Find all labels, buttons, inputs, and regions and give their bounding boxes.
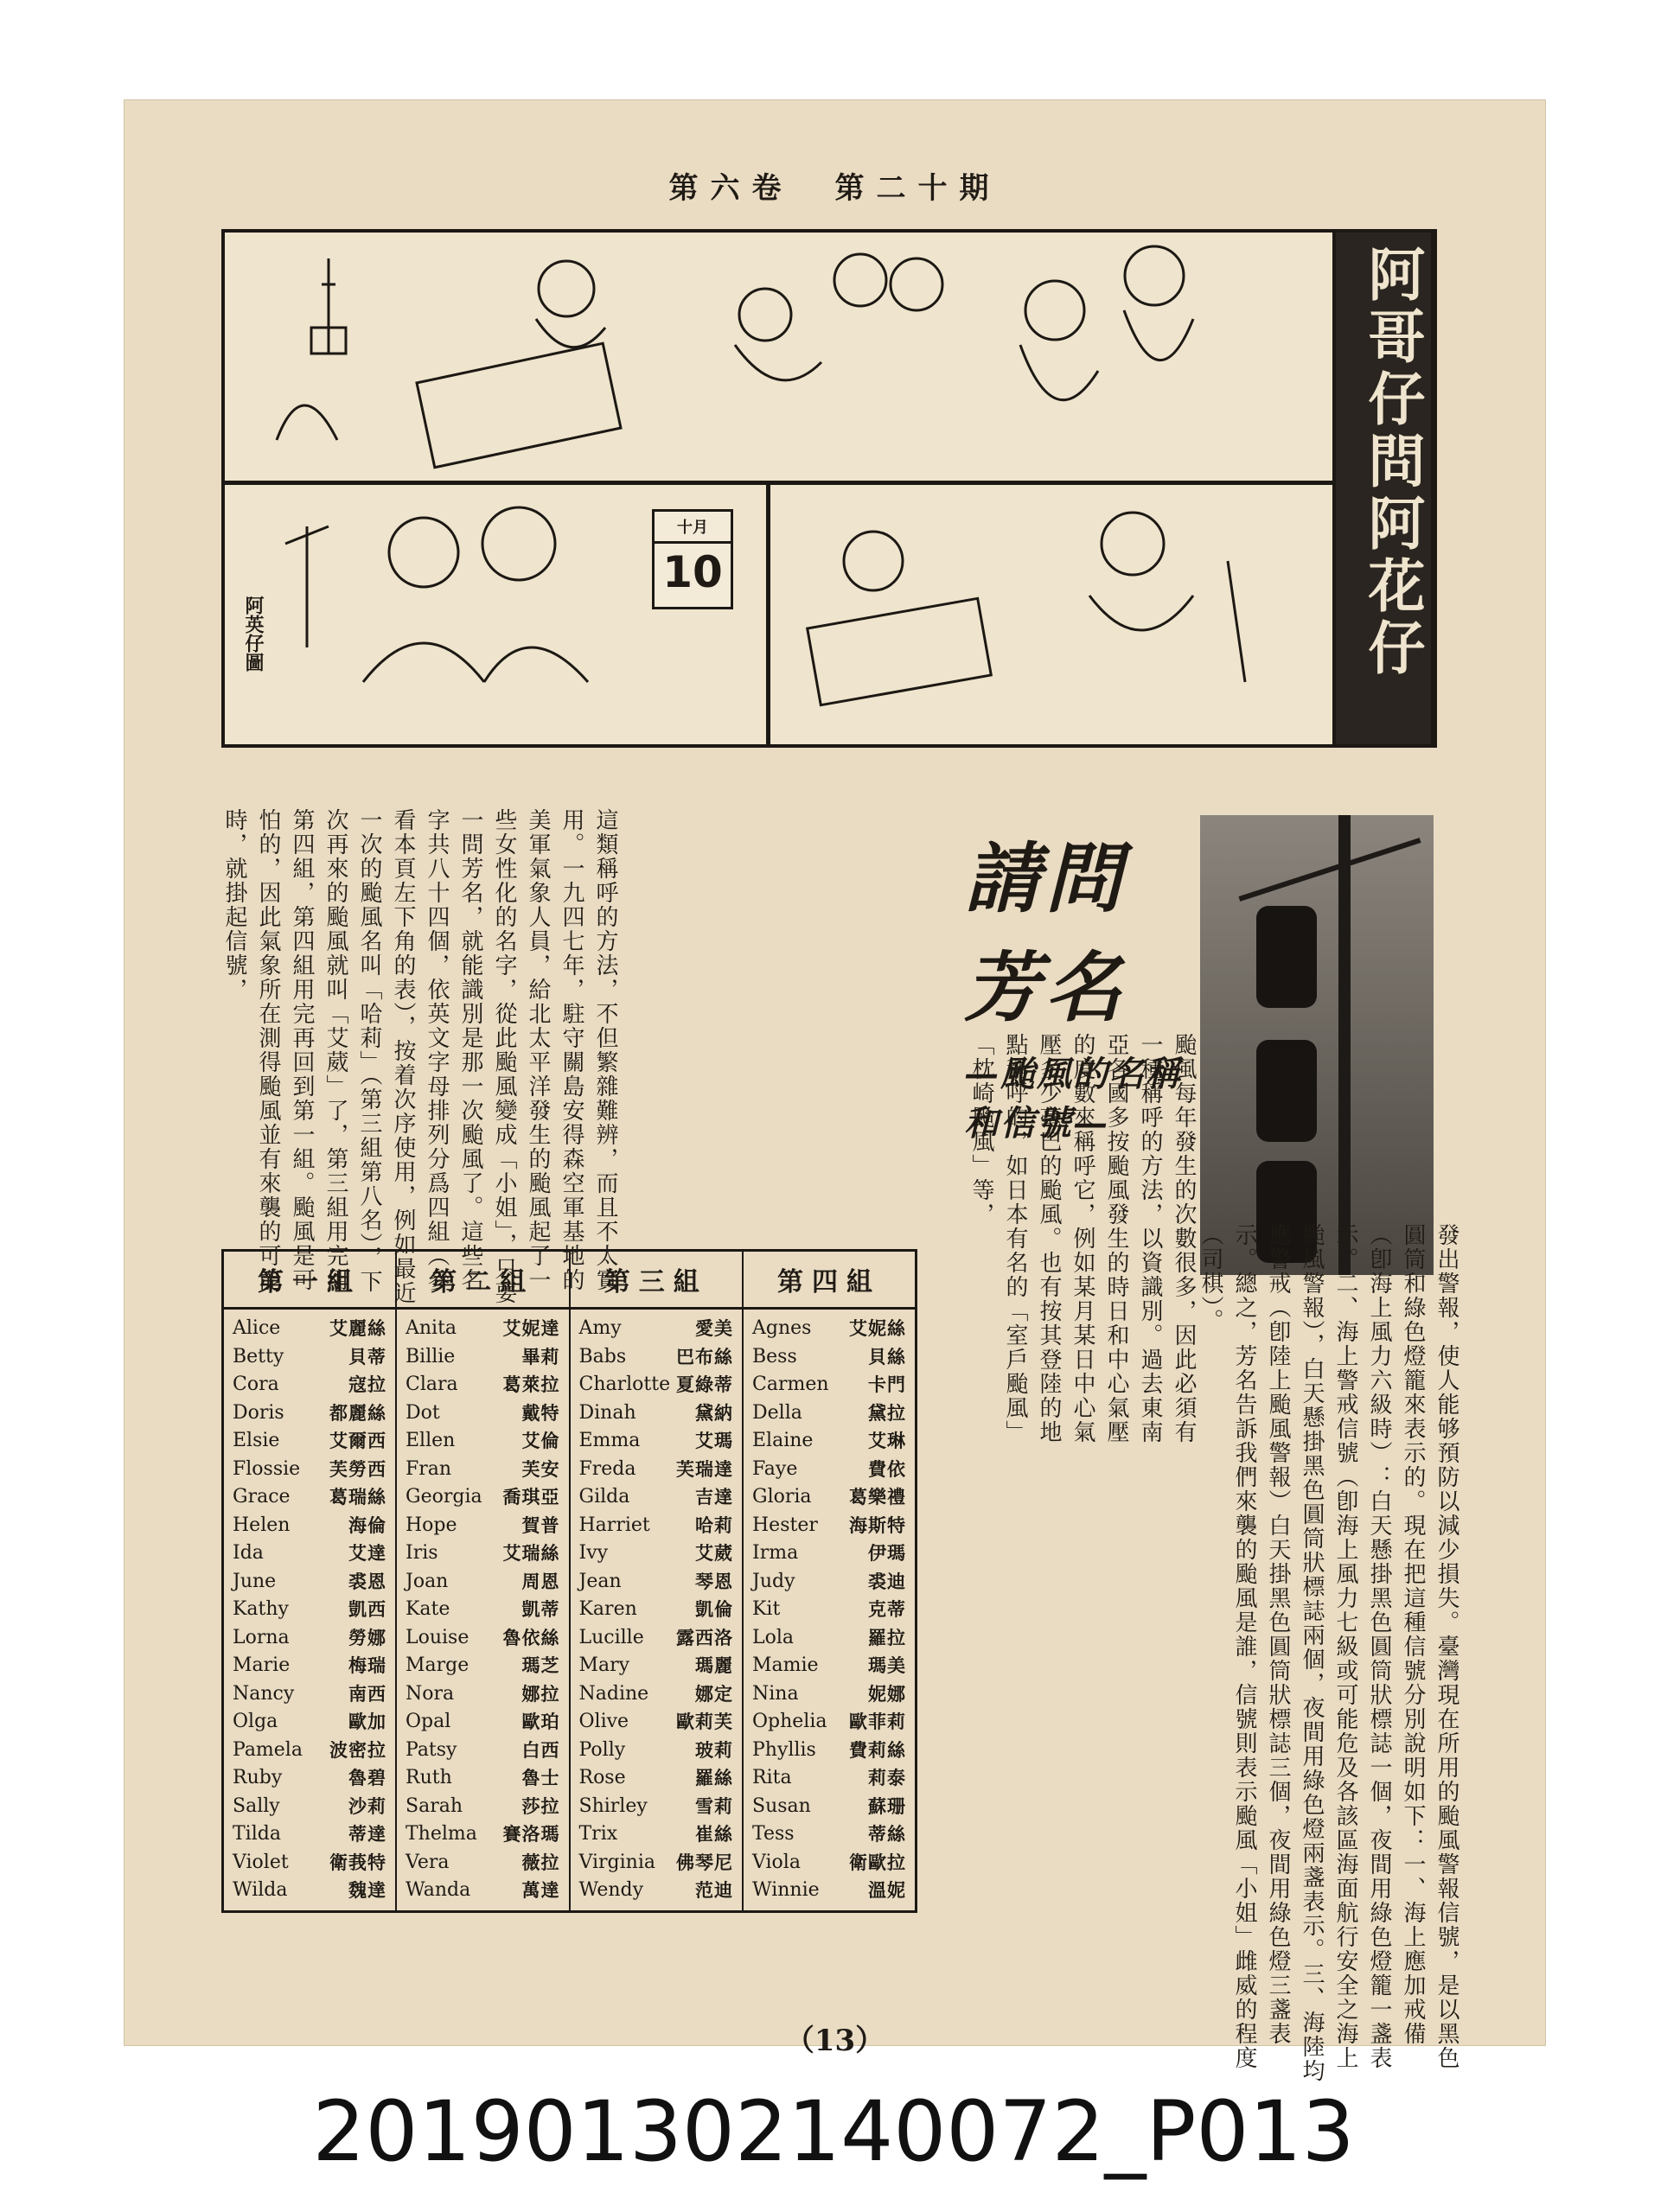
chinese-name: 貝絲 — [868, 1345, 906, 1367]
chinese-name: 黛納 — [695, 1401, 733, 1424]
chinese-name: 艾妮絲 — [849, 1317, 906, 1339]
english-name: Mamie — [752, 1654, 819, 1676]
english-name: Fran — [406, 1457, 452, 1480]
english-name: Ellen — [406, 1430, 456, 1451]
chinese-name: 哈莉 — [695, 1514, 733, 1536]
chinese-name: 雪莉 — [695, 1794, 733, 1817]
calendar-month: 十月 — [655, 512, 731, 544]
name-entry — [752, 1315, 906, 1343]
english-name: Ophelia — [752, 1711, 827, 1732]
chinese-name: 莎拉 — [521, 1794, 560, 1817]
english-name: Virginia — [578, 1851, 655, 1873]
name-entry — [406, 1456, 560, 1484]
chinese-name: 葛樂禮 — [849, 1486, 906, 1508]
english-name: Ida — [233, 1542, 264, 1564]
name-entry — [752, 1624, 906, 1653]
signal-pole-photo — [1200, 815, 1434, 1275]
english-name: Dot — [406, 1401, 440, 1424]
english-name: Opal — [406, 1711, 451, 1732]
chinese-name: 裘迪 — [868, 1570, 906, 1592]
name-entry — [406, 1427, 560, 1456]
chinese-name: 艾爾西 — [329, 1430, 386, 1451]
english-name: Charlotte — [578, 1374, 671, 1395]
comic-strip — [221, 229, 1437, 748]
chinese-name: 葛瑞絲 — [329, 1486, 386, 1508]
article-subtitle: —颱風的名稱和信號— — [964, 1054, 1182, 1144]
name-entry — [233, 1849, 386, 1877]
english-name: Grace — [233, 1486, 291, 1508]
chinese-name: 夏綠蒂 — [676, 1374, 733, 1395]
name-entry — [579, 1315, 734, 1343]
name-entry — [406, 1399, 560, 1428]
name-entry — [752, 1596, 906, 1624]
chinese-name: 崔絲 — [695, 1823, 733, 1845]
chinese-name: 瑪美 — [868, 1654, 906, 1676]
english-name: Elaine — [752, 1430, 814, 1451]
english-name: Louise — [406, 1626, 469, 1648]
chinese-name: 凱蒂 — [521, 1598, 560, 1620]
name-entry — [579, 1371, 734, 1399]
name-entry — [579, 1820, 734, 1849]
english-name: Faye — [752, 1457, 798, 1480]
name-entry — [233, 1343, 386, 1372]
article-column-left: 這類稱呼的方法，不但繁雜難辨，而且不太實用。一九四七年，駐守關島安得森空軍基地的美軍氣象人員，給北太平洋發生的颱風起了一些女性化的名字，從此颱風變成「小姐」，只要一問芳名，就能識別是那一次颱風了。這些名字共八十四個，依英文字母排列分爲四組（參看本頁左下角的表），按着次序使用，例如最近一次的颱風名叫「哈莉」（第三組第八名），下次再來的颱風就叫「艾葳」了，第三組用完用第四組，第四組用完再回到第一組。颱風是可怕的，因此氣象所在測得颱風並有來襲的可能時，就掛起信號， — [221, 808, 618, 1305]
chinese-name: 畢莉 — [521, 1345, 560, 1367]
name-entry — [406, 1793, 560, 1821]
names-group-1 — [223, 1309, 397, 1912]
chinese-name: 娜定 — [695, 1682, 733, 1705]
english-name: Georgia — [406, 1486, 482, 1508]
name-entry — [233, 1652, 386, 1680]
name-entry — [579, 1512, 734, 1540]
english-name: Viola — [752, 1851, 801, 1873]
english-name: Rose — [578, 1767, 626, 1788]
name-entry — [233, 1371, 386, 1399]
english-name: Billie — [406, 1345, 456, 1367]
chinese-name: 波密拉 — [329, 1738, 386, 1761]
chinese-name: 芙勞西 — [329, 1457, 386, 1480]
chinese-name: 琴恩 — [695, 1570, 733, 1592]
article-column-right: 發出警報，使人能够預防以減少損失。臺灣現在所用的颱風警報信號，是以黑色圓筒和綠色燈籠來表示的。現在把這種信號分別說明如下：一、海上應加戒備（卽海上風力六級時）：白天懸掛黑色圓筒狀標誌一個，夜間用綠色燈籠一盞表示。二、海上警戒信號（卽海上風力七級或可能危及各該區海面航行安全之海上颱風警報），白天懸掛黑色圓筒狀標誌兩個，夜間用綠色燈兩盞表示。三、海陸均應警戒（卽陸上颱風警報）白天掛黑色圓筒狀標誌三個，夜間用綠色燈三盞表示。總之，芳名告訴我們來襲的颱風是誰，信號則表示颱風「小姐」雌威的程度（司棋）。 — [1198, 1223, 1459, 2083]
church-sketch — [311, 258, 346, 354]
english-name: Patsy — [406, 1738, 457, 1761]
english-name: Harriet — [578, 1514, 650, 1536]
chinese-name: 瑪麗 — [695, 1654, 733, 1676]
names-group-4 — [743, 1309, 917, 1912]
figure-head — [739, 289, 791, 341]
chinese-name: 魏達 — [348, 1879, 386, 1901]
name-entry — [233, 1764, 386, 1793]
chinese-name: 艾妮達 — [502, 1317, 560, 1339]
name-entry — [579, 1877, 734, 1905]
name-entry — [579, 1652, 734, 1680]
english-name: Ruby — [233, 1767, 283, 1788]
name-entry — [752, 1764, 906, 1793]
name-entry — [233, 1456, 386, 1484]
chinese-name: 黛拉 — [868, 1401, 906, 1424]
name-entry — [752, 1652, 906, 1680]
name-entry — [406, 1315, 560, 1343]
name-entry — [752, 1849, 906, 1877]
table-header: 第三組 — [570, 1251, 744, 1309]
english-name: Clara — [406, 1374, 458, 1395]
english-name: Mary — [578, 1654, 630, 1676]
name-entry — [233, 1624, 386, 1653]
name-entry — [579, 1764, 734, 1793]
chinese-name: 艾麗絲 — [329, 1317, 386, 1339]
abacus-board — [808, 598, 992, 704]
chinese-name: 歐珀 — [521, 1711, 560, 1732]
english-name: Tess — [752, 1823, 795, 1845]
english-name: Nadine — [578, 1682, 649, 1705]
english-name: June — [233, 1570, 277, 1592]
name-entry — [406, 1680, 560, 1709]
calendar-day: 10 — [662, 547, 723, 597]
chinese-name: 艾瑪 — [695, 1430, 733, 1451]
name-entry — [406, 1708, 560, 1737]
chinese-name: 賽洛瑪 — [502, 1823, 560, 1845]
issue-header: 第六卷 第二十期 — [668, 171, 1001, 206]
chinese-name: 蒂絲 — [868, 1823, 906, 1845]
english-name: Cora — [233, 1374, 279, 1395]
name-entry — [406, 1539, 560, 1568]
chinese-name: 喬琪亞 — [502, 1486, 560, 1508]
english-name: Helen — [233, 1514, 291, 1536]
article-title: 請問芳名 — [964, 833, 1127, 1032]
english-name: Violet — [233, 1851, 289, 1873]
english-name: Wendy — [578, 1879, 644, 1901]
english-name: Trix — [578, 1823, 618, 1845]
chinese-name: 南西 — [348, 1682, 386, 1705]
chinese-name: 艾葳 — [695, 1542, 733, 1564]
name-entry — [579, 1483, 734, 1512]
english-name: Betty — [233, 1345, 284, 1367]
artist-signature: 阿英仔圖 — [242, 596, 265, 672]
english-name: Iris — [406, 1542, 438, 1564]
name-entry — [406, 1624, 560, 1653]
english-name: Agnes — [752, 1317, 812, 1339]
name-entry — [233, 1539, 386, 1568]
chinese-name: 賀普 — [521, 1514, 560, 1536]
english-name: Lorna — [233, 1626, 290, 1648]
calendar-icon — [652, 509, 733, 609]
figure-head — [844, 532, 903, 590]
name-entry — [233, 1708, 386, 1737]
panel-divider — [225, 481, 1434, 485]
english-name: Susan — [752, 1794, 811, 1817]
chinese-name: 寇拉 — [348, 1374, 386, 1395]
table-header: 第四組 — [743, 1251, 917, 1309]
figure-head — [1025, 281, 1084, 340]
name-entry — [406, 1343, 560, 1372]
english-name: Carmen — [752, 1374, 829, 1395]
chinese-name: 佛琴尼 — [676, 1851, 733, 1873]
chinese-name: 周恩 — [521, 1570, 560, 1592]
name-entry — [406, 1568, 560, 1597]
name-entry — [233, 1820, 386, 1849]
comic-drawing — [225, 233, 1336, 744]
name-entry — [752, 1512, 906, 1540]
english-name: Kit — [752, 1598, 781, 1620]
chinese-name: 芙瑞達 — [676, 1457, 733, 1480]
english-name: Kathy — [233, 1598, 289, 1620]
name-entry — [752, 1793, 906, 1821]
english-name: Anita — [406, 1317, 457, 1339]
black-cylinder-icon — [1256, 1040, 1317, 1142]
english-name: Della — [752, 1401, 802, 1424]
name-entry — [579, 1568, 734, 1597]
english-name: Winnie — [752, 1879, 820, 1901]
panel-divider-vertical — [766, 485, 770, 744]
name-entry — [752, 1483, 906, 1512]
english-name: Polly — [578, 1738, 626, 1761]
article-title-block — [964, 819, 1206, 1144]
chinese-name: 羅拉 — [868, 1626, 906, 1648]
english-name: Joan — [406, 1570, 449, 1592]
chinese-name: 伊瑪 — [868, 1542, 906, 1564]
english-name: Flossie — [233, 1457, 301, 1480]
name-entry — [752, 1877, 906, 1905]
english-name: Babs — [578, 1345, 627, 1367]
figure-head — [389, 518, 458, 587]
archive-id: 201901302140072_P013 — [312, 2083, 1355, 2180]
name-entry — [406, 1371, 560, 1399]
name-entry — [579, 1399, 734, 1428]
name-entry — [233, 1427, 386, 1456]
english-name: Phyllis — [752, 1738, 816, 1761]
name-entry — [752, 1371, 906, 1399]
table-header: 第二組 — [396, 1251, 570, 1309]
chinese-name: 沙莉 — [348, 1794, 386, 1817]
chinese-name: 艾倫 — [521, 1430, 560, 1451]
name-entry — [579, 1708, 734, 1737]
name-entry — [752, 1568, 906, 1597]
english-name: Freda — [578, 1457, 636, 1480]
chinese-name: 愛美 — [695, 1317, 733, 1339]
name-entry — [752, 1343, 906, 1372]
name-entry — [752, 1820, 906, 1849]
chinese-name: 勞娜 — [348, 1626, 386, 1648]
chinese-name: 梅瑞 — [348, 1654, 386, 1676]
comic-title: 阿哥仔問阿花仔 — [1358, 245, 1426, 680]
name-entry — [406, 1737, 560, 1765]
english-name: Lola — [752, 1626, 795, 1648]
names-group-3 — [570, 1309, 744, 1912]
chinese-name: 都麗絲 — [329, 1401, 386, 1424]
english-name: Pamela — [233, 1738, 303, 1761]
name-entry — [579, 1427, 734, 1456]
chinese-name: 戴特 — [521, 1401, 560, 1424]
chinese-name: 艾瑞絲 — [502, 1542, 560, 1564]
english-name: Rita — [752, 1767, 792, 1788]
figure-head — [539, 261, 594, 316]
figure-head — [891, 258, 942, 310]
chinese-name: 歐菲莉 — [849, 1711, 906, 1732]
chinese-name: 海倫 — [348, 1514, 386, 1536]
english-name: Nina — [752, 1682, 799, 1705]
english-name: Judy — [752, 1570, 795, 1592]
english-name: Kate — [406, 1598, 450, 1620]
english-name: Olive — [578, 1711, 629, 1732]
name-entry — [579, 1596, 734, 1624]
english-name: Elsie — [233, 1430, 280, 1451]
english-name: Gloria — [752, 1486, 812, 1508]
english-name: Hester — [752, 1514, 818, 1536]
chinese-name: 白西 — [521, 1738, 560, 1761]
black-cylinder-icon — [1256, 906, 1317, 1008]
name-entry — [579, 1624, 734, 1653]
english-name: Bess — [752, 1345, 797, 1367]
chinese-name: 凱倫 — [695, 1598, 733, 1620]
chinese-name: 蘇珊 — [868, 1794, 906, 1817]
english-name: Jean — [578, 1570, 622, 1592]
english-name: Doris — [233, 1401, 284, 1424]
english-name: Ruth — [406, 1767, 452, 1788]
name-entry — [752, 1737, 906, 1765]
chinese-name: 費依 — [868, 1457, 906, 1480]
comic-title-box — [1332, 229, 1434, 748]
english-name: Marge — [406, 1654, 469, 1676]
chinese-name: 妮娜 — [868, 1682, 906, 1705]
name-entry — [406, 1877, 560, 1905]
chinese-name: 凱西 — [348, 1598, 386, 1620]
english-name: Nora — [406, 1682, 455, 1705]
english-name: Karen — [578, 1598, 637, 1620]
english-name: Ivy — [578, 1542, 609, 1564]
chinese-name: 魯碧 — [348, 1767, 386, 1788]
name-entry — [406, 1596, 560, 1624]
chinese-name: 薇拉 — [521, 1851, 560, 1873]
english-name: Hope — [406, 1514, 457, 1536]
chinese-name: 娜拉 — [521, 1682, 560, 1705]
figure-head — [482, 507, 555, 580]
english-name: Sally — [233, 1794, 280, 1817]
page-number: （13） — [784, 2024, 885, 2058]
chinese-name: 衛歐拉 — [849, 1851, 906, 1873]
english-name: Alice — [233, 1317, 281, 1339]
name-entry — [579, 1849, 734, 1877]
figure-head — [834, 254, 886, 306]
chinese-name: 魯士 — [521, 1767, 560, 1788]
chinese-name: 吉達 — [695, 1486, 733, 1508]
chinese-name: 卡門 — [868, 1374, 906, 1395]
chinese-name: 巴布絲 — [676, 1345, 733, 1367]
figure-head — [1102, 513, 1164, 575]
name-entry — [406, 1512, 560, 1540]
chinese-name: 衛莪特 — [329, 1851, 386, 1873]
abacus-board — [417, 343, 621, 468]
name-entry — [752, 1427, 906, 1456]
chinese-name: 歐加 — [348, 1711, 386, 1732]
name-entry — [233, 1877, 386, 1905]
english-name: Shirley — [578, 1794, 648, 1817]
chinese-name: 蒂達 — [348, 1823, 386, 1845]
name-entry — [752, 1539, 906, 1568]
chinese-name: 貝蒂 — [348, 1345, 386, 1367]
name-entry — [233, 1793, 386, 1821]
name-entry — [233, 1315, 386, 1343]
names-group-2 — [396, 1309, 570, 1912]
scanned-page — [124, 99, 1546, 2083]
chinese-name: 艾達 — [348, 1542, 386, 1564]
typhoon-names-table — [221, 1249, 917, 1913]
chinese-name: 萬達 — [521, 1879, 560, 1901]
chinese-name: 裘恩 — [348, 1570, 386, 1592]
name-entry — [579, 1793, 734, 1821]
chinese-name: 魯依絲 — [502, 1626, 560, 1648]
name-entry — [406, 1820, 560, 1849]
english-name: Sarah — [406, 1794, 463, 1817]
chinese-name: 范迪 — [695, 1879, 733, 1901]
chinese-name: 莉泰 — [868, 1767, 906, 1788]
table-header: 第一組 — [223, 1251, 397, 1309]
chinese-name: 艾琳 — [868, 1430, 906, 1451]
english-name: Lucille — [578, 1626, 644, 1648]
name-entry — [406, 1652, 560, 1680]
english-name: Marie — [233, 1654, 291, 1676]
english-name: Wilda — [233, 1879, 288, 1901]
chinese-name: 費莉絲 — [849, 1738, 906, 1761]
chinese-name: 海斯特 — [849, 1514, 906, 1536]
english-name: Thelma — [406, 1823, 477, 1845]
name-entry — [752, 1680, 906, 1709]
article-column-middle: 颱風每年發生的次數很多，因此必須有一種稱呼的方法，以資識別。過去東南亞各國多按颱風發生的時日和中心氣壓的度數來稱呼它，例如某月某日中心氣壓多少毫巴的颱風。也有按其登陸的地點稱呼的，如日本有名的「室戶颱風」「枕崎颱風」等， — [968, 1033, 1197, 1444]
chinese-name: 溫妮 — [868, 1879, 906, 1901]
name-entry — [406, 1849, 560, 1877]
english-name: Dinah — [578, 1401, 636, 1424]
chinese-name: 羅絲 — [695, 1767, 733, 1788]
name-entry — [579, 1343, 734, 1372]
figure-head — [1125, 246, 1184, 305]
english-name: Olga — [233, 1711, 278, 1732]
name-entry — [752, 1708, 906, 1737]
chinese-name: 克蒂 — [868, 1598, 906, 1620]
english-name: Amy — [578, 1317, 622, 1339]
english-name: Nancy — [233, 1682, 295, 1705]
english-name: Tilda — [233, 1823, 281, 1845]
chinese-name: 葛萊拉 — [502, 1374, 560, 1395]
name-entry — [579, 1456, 734, 1484]
chinese-name: 露西洛 — [676, 1626, 733, 1648]
name-entry — [233, 1568, 386, 1597]
chinese-name: 歐莉芙 — [676, 1711, 733, 1732]
name-entry — [752, 1399, 906, 1428]
name-entry — [406, 1764, 560, 1793]
name-entry — [406, 1483, 560, 1512]
english-name: Gilda — [578, 1486, 630, 1508]
name-entry — [233, 1737, 386, 1765]
english-name: Irma — [752, 1542, 799, 1564]
name-entry — [752, 1456, 906, 1484]
name-entry — [579, 1539, 734, 1568]
chinese-name: 瑪芝 — [521, 1654, 560, 1676]
name-entry — [233, 1399, 386, 1428]
english-name: Emma — [578, 1430, 641, 1451]
chinese-name: 玻莉 — [695, 1738, 733, 1761]
chinese-name: 芙安 — [521, 1457, 560, 1480]
english-name: Wanda — [406, 1879, 471, 1901]
name-entry — [579, 1680, 734, 1709]
name-entry — [233, 1483, 386, 1512]
name-entry — [579, 1737, 734, 1765]
name-entry — [233, 1512, 386, 1540]
name-entry — [233, 1680, 386, 1709]
name-entry — [233, 1596, 386, 1624]
english-name: Vera — [406, 1851, 450, 1873]
